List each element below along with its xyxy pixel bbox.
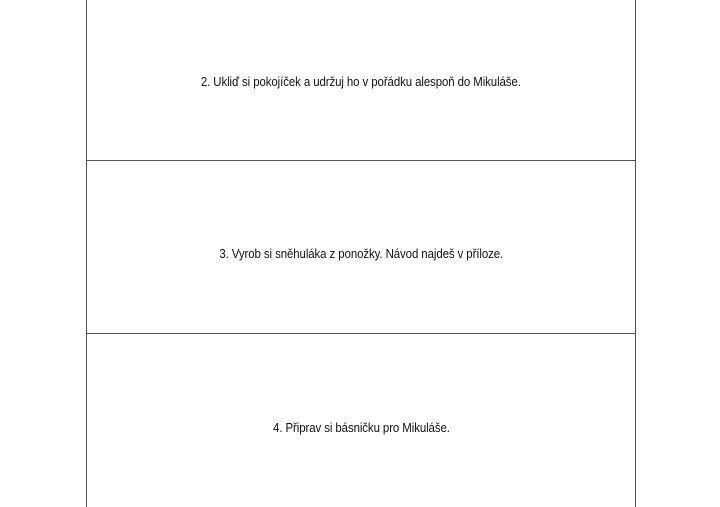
task-cell-3 [87, 161, 635, 334]
task-text-4: 4. Připrav si básničku pro Mikuláše. [272, 419, 450, 435]
task-text-3: 3. Vyrob si sněhuláka z ponožky. Návod najdeš v příloze. [219, 246, 503, 261]
task-text-2: 2. Ukliď si pokojíček a udržuj ho v pořádku alespoň do Mikuláše. [201, 73, 521, 89]
task-table [86, 0, 636, 507]
task-cell-2 [87, 0, 635, 161]
task-cell-4 [87, 334, 635, 507]
